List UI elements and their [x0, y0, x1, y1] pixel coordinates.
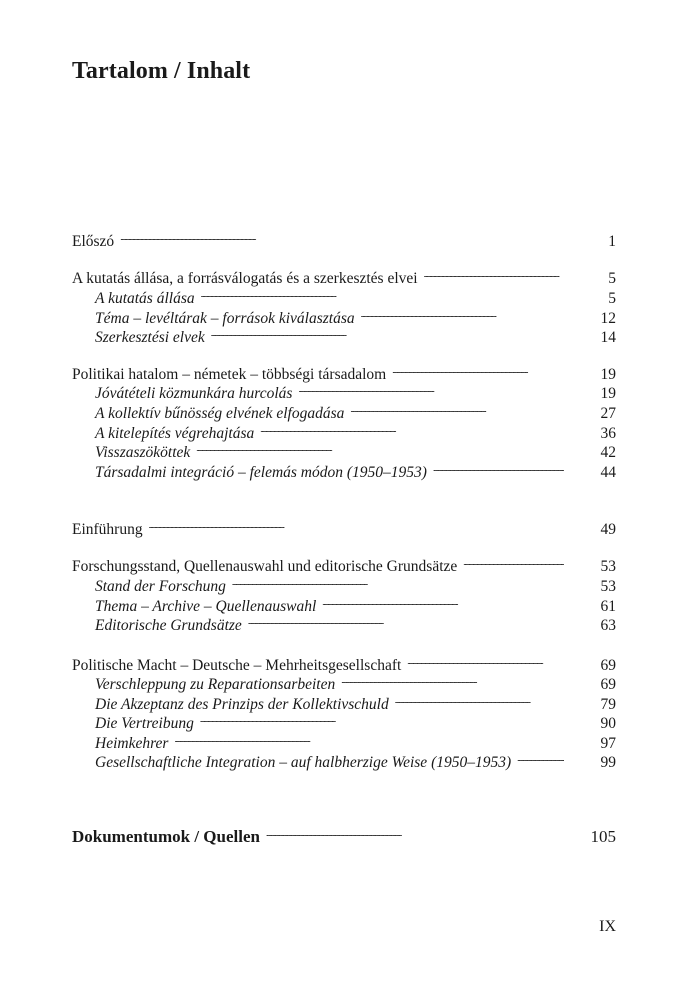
toc-entry-label: Politikai hatalom – németek – többségi társadalom — [72, 366, 387, 383]
toc-entry-label: Die Akzeptanz des Prinzips der Kollektivschuld — [95, 696, 389, 713]
toc-entry-page: 19 — [600, 366, 616, 383]
toc-entry-label: Előszó — [72, 233, 115, 250]
toc-entry-eloszo — [72, 226, 616, 250]
toc-entry — [72, 263, 616, 287]
toc-entry-label: Thema – Archive – Quellenauswahl — [95, 598, 317, 615]
toc-entry-label: Heimkehrer — [95, 735, 169, 752]
toc-entry-label: Verschleppung zu Reparationsarbeiten — [95, 676, 336, 693]
toc-subentry — [95, 322, 616, 346]
toc-subentry — [95, 283, 616, 307]
dot-leader — [149, 514, 564, 534]
toc-entry-page: 53 — [600, 558, 616, 575]
toc-entry-page: 49 — [600, 521, 616, 538]
toc-entry — [72, 359, 616, 383]
toc-entry-page: 5 — [608, 270, 616, 287]
dot-leader — [395, 689, 564, 709]
toc-entry-page: 44 — [600, 464, 616, 481]
toc-entry-page: 105 — [590, 827, 616, 846]
dot-leader — [200, 708, 564, 728]
toc-entry-label: Jóvátételi közmunkára hurcolás — [95, 385, 293, 402]
toc-entry-label: Gesellschaftliche Integration – auf halbherzige Weise (1950–1953) — [95, 754, 512, 771]
toc-entry-page: 97 — [600, 735, 616, 752]
dot-leader — [260, 418, 564, 438]
toc-subentry — [95, 669, 616, 693]
toc-subentry — [95, 591, 616, 615]
toc-entry-documents — [72, 822, 616, 846]
toc-entry-page: 42 — [600, 444, 616, 461]
toc-entry-page: 61 — [600, 598, 616, 615]
toc-entry-page: 12 — [600, 310, 616, 327]
toc-entry-page: 63 — [600, 617, 616, 634]
toc-subentry — [95, 437, 616, 461]
toc-entry-page: 1 — [608, 233, 616, 250]
toc-entry — [72, 551, 616, 575]
toc-entry — [72, 650, 616, 674]
toc-subentry — [95, 303, 616, 327]
toc-entry-page: 5 — [608, 290, 616, 307]
toc-entry-page: 90 — [600, 715, 616, 732]
toc-subentry — [95, 689, 616, 713]
toc-entry-einfuhrung — [72, 514, 616, 538]
toc-entry-label: Téma – levéltárak – források kiválasztása — [95, 310, 355, 327]
dot-leader — [341, 669, 564, 689]
toc-entry-label: Einführung — [72, 521, 143, 538]
dot-leader — [211, 322, 564, 342]
toc-entry-label: Die Vertreibung — [95, 715, 194, 732]
dot-leader — [298, 378, 564, 398]
dot-leader — [350, 398, 564, 418]
toc-entry-label: Dokumentumok / Quellen — [72, 827, 260, 846]
toc-entry-page: 36 — [600, 425, 616, 442]
dot-leader — [392, 359, 564, 379]
dot-leader — [322, 591, 564, 611]
page-number: IX — [599, 918, 616, 935]
toc-subentry — [95, 398, 616, 422]
dot-leader — [248, 610, 564, 630]
dot-leader — [266, 822, 564, 842]
toc-entry-label: Forschungsstand, Quellenauswahl und editorische Grundsätze — [72, 558, 458, 575]
toc-entry-page: 53 — [600, 578, 616, 595]
toc-entry-page: 69 — [600, 676, 616, 693]
dot-leader — [463, 551, 564, 571]
dot-leader — [174, 728, 564, 748]
toc-entry-label: Társadalmi integráció – felemás módon (1950–1953) — [95, 464, 427, 481]
toc-entry-label: A kitelepítés végrehajtása — [95, 425, 255, 442]
page-title: Tartalom / Inhalt — [72, 58, 251, 84]
toc-entry-page: 14 — [600, 329, 616, 346]
dot-leader — [433, 457, 564, 477]
toc-entry-label: Szerkesztési elvek — [95, 329, 205, 346]
toc-entry-page: 79 — [600, 696, 616, 713]
toc-entry-label: A kollektív bűnösség elvének elfogadása — [95, 405, 345, 422]
dot-leader — [424, 263, 564, 283]
toc-subentry — [95, 571, 616, 595]
toc-subentry — [95, 747, 616, 771]
dot-leader — [196, 437, 564, 457]
toc-entry-label: Editorische Grundsätze — [95, 617, 242, 634]
toc-entry-page: 27 — [600, 405, 616, 422]
dot-leader — [407, 650, 564, 670]
toc-subentry — [95, 610, 616, 634]
toc-subentry — [95, 378, 616, 402]
toc-subentry — [95, 728, 616, 752]
toc-entry-label: Politische Macht – Deutsche – Mehrheitsgesellschaft — [72, 657, 402, 674]
toc-entry-page: 99 — [600, 754, 616, 771]
dot-leader — [517, 747, 564, 767]
dot-leader — [361, 303, 564, 323]
dot-leader — [120, 226, 564, 246]
toc-entry-label: Visszaszököttek — [95, 444, 191, 461]
dot-leader — [201, 283, 564, 303]
toc-subentry — [95, 708, 616, 732]
toc-subentry — [95, 418, 616, 442]
toc-entry-label: A kutatás állása — [95, 290, 195, 307]
toc-entry-page: 19 — [600, 385, 616, 402]
toc-subentry — [95, 457, 616, 481]
toc-entry-label: A kutatás állása, a forrásválogatás és a szerkesztés elvei — [72, 270, 418, 287]
toc-entry-label: Stand der Forschung — [95, 578, 226, 595]
toc-entry-page: 69 — [600, 657, 616, 674]
dot-leader — [232, 571, 564, 591]
